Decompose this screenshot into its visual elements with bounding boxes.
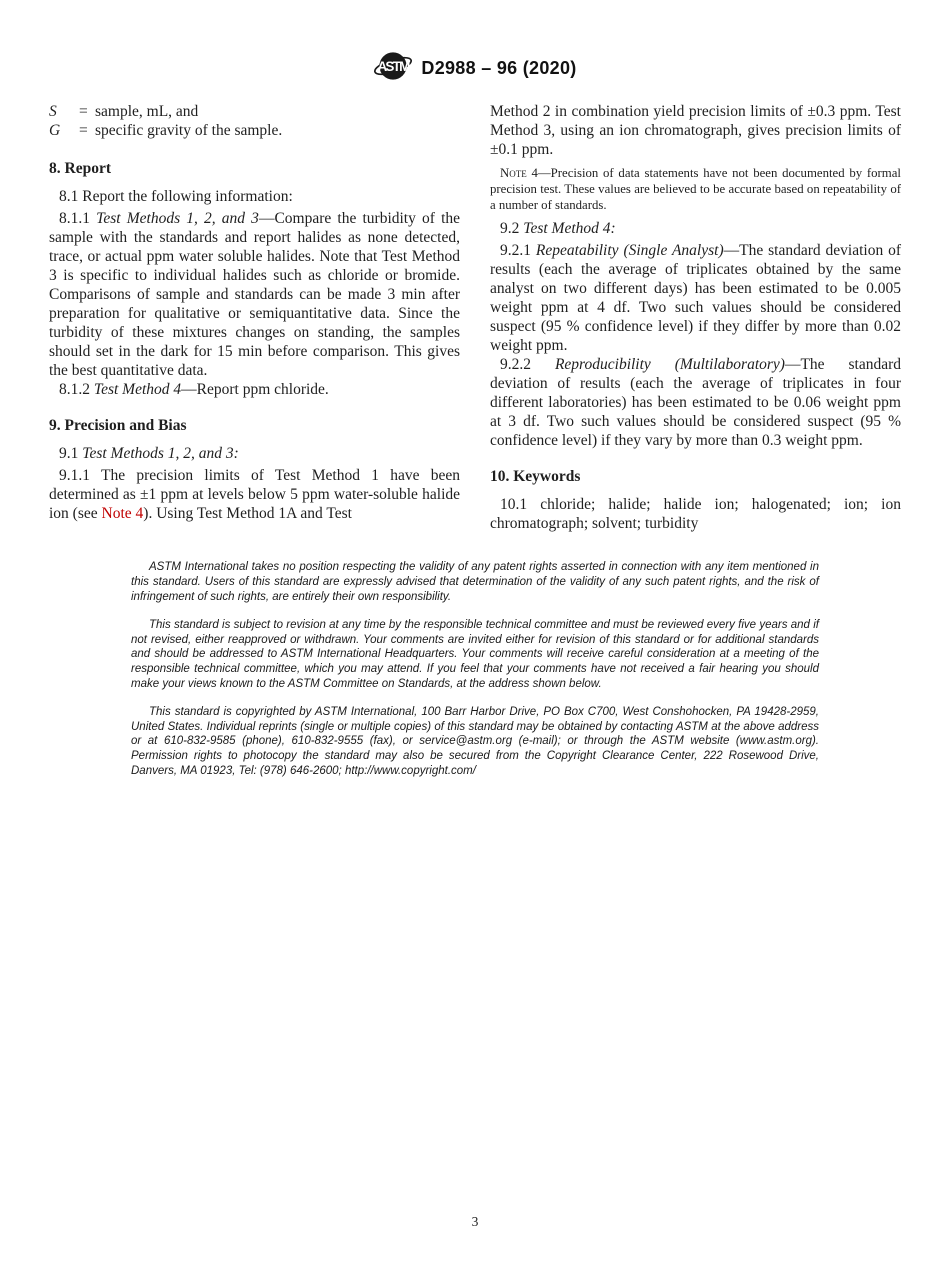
definition-symbol: S <box>49 103 57 120</box>
paragraph-lead-italic: Repeatability (Single Analyst) <box>535 242 724 260</box>
definition-description: sample, mL, and <box>95 103 199 120</box>
paragraph-9-2 <box>490 219 901 238</box>
symbol-definitions <box>49 102 460 140</box>
svg-text:ASTM: ASTM <box>377 59 409 74</box>
document-body <box>0 102 950 533</box>
paragraph-lead-italic: Test Methods 1, 2, and 3: <box>82 445 239 462</box>
paragraph-9-2-1 <box>490 241 901 355</box>
left-column <box>49 102 460 533</box>
note-4-link[interactable]: Note 4 <box>101 505 144 522</box>
paragraph-number: 9.2.2 <box>500 356 555 374</box>
paragraph-number: 9.1 <box>59 445 83 462</box>
definition-equals: = <box>79 122 88 139</box>
paragraph-number: 8.1.1 <box>59 210 97 227</box>
definition-row <box>49 102 460 121</box>
section-9-heading: 9. Precision and Bias <box>49 417 187 434</box>
paragraph-lead-italic: Test Method 4: <box>523 220 616 238</box>
section-8-heading: 8. Report <box>49 160 111 177</box>
paragraph-9-2-2 <box>490 355 901 450</box>
paragraph-text: The precision limits of Test Method 1 have been determined as ±1 ppm at levels below 5 ppm water-soluble halide ion (see <box>49 467 460 522</box>
astm-logo-icon <box>373 48 413 89</box>
document-header <box>0 0 950 89</box>
right-column <box>490 102 901 533</box>
definition-symbol: G <box>49 122 61 139</box>
paragraph-number: 8.1.2 <box>59 381 94 398</box>
note-label: Note 4 <box>500 166 538 180</box>
paragraph-9-1-1 <box>49 466 460 523</box>
revision-notice: This standard is subject to revision at any time by the responsible technical committee and must be reviewed every five years and if not revised, either reapproved or withdrawn. Your comments are invited either for revision of this standard or for additional standards and should be addressed to ASTM International Headquarters. Your comments will receive careful consideration at a meeting of the responsible technical committee, which you may attend. If you feel that your comments have not received a fair hearing you should make your views known to the ASTM Committee on Standards, at the address shown below. <box>131 619 819 690</box>
paragraph-8-1-1 <box>49 209 460 380</box>
footer-disclaimers <box>131 560 819 778</box>
page-number: 3 <box>471 1214 479 1229</box>
paragraph-lead-italic: Test Methods 1, 2, and 3 <box>96 210 259 227</box>
paragraph-lead-italic: Reproducibility (Multilaboratory) <box>554 356 785 374</box>
paragraph-text: —The standard deviation of results (each the average of triplicates in four different laboratories) has been estimated to be 0.06 weight ppm at 3 df. Two such values should be considered suspect (95 % confidence level) if they vary by more than 0.3 weight ppm. <box>490 356 902 450</box>
paragraph-text: —The standard deviation of results (each the average of triplicates obtained by the same analyst on two different days) has been estimated to be 0.005 weight ppm at 4 df. Two such values should be considered suspect (95 % confidence level) if they differ by more than 0.02 weight ppm. <box>490 242 902 355</box>
paragraph-8-1: 8.1 Report the following information: <box>59 188 293 205</box>
paragraph-8-1-2 <box>49 380 460 399</box>
paragraph-10-1: 10.1 chloride; halide; halide ion; halogenated; ion; ion chromatograph; solvent; turbidity <box>490 496 901 533</box>
paragraph-number: 9.2.1 <box>500 242 536 260</box>
paragraph-text: ). Using Test Method 1A and Test <box>143 505 352 522</box>
paragraph-9-1-1-continued: Method 2 in combination yield precision limits of ±0.3 ppm. Test Method 3, using an ion chromatograph, gives precision limits of ±0.1 ppm. <box>490 103 901 158</box>
standard-designation: D2988 – 96 (2020) <box>421 58 577 78</box>
definition-description: specific gravity of the sample. <box>95 122 283 139</box>
note-body: —Precision of data statements have not been documented by formal precision test. These values are believed to be accurate based on repeatability of a number of standards. <box>490 166 901 212</box>
definition-row <box>49 121 460 140</box>
paragraph-number: 9.2 <box>500 220 524 238</box>
note-4-text <box>490 166 901 213</box>
copyright-notice: This standard is copyrighted by ASTM International, 100 Barr Harbor Drive, PO Box C700, West Conshohocken, PA 19428-2959, United States. Individual reprints (single or multiple copies) of this standard may be obtained by contacting ASTM at the above address or at 610-832-9585 (phone), 610-832-9555 (fax), or service@astm.org (e-mail); or through the ASTM website (www.astm.org). Permission rights to photocopy the standard may also be secured from the Copyright Clearance Center, 222 Rosewood Drive, Danvers, MA 01923, Tel: (978) 646-2600; http://www.copyright.com/ <box>131 706 819 777</box>
paragraph-9-1 <box>49 444 460 463</box>
definition-equals: = <box>79 103 88 120</box>
paragraph-lead-italic: Test Method 4 <box>93 381 182 398</box>
paragraph-text: —Report ppm chloride. <box>181 381 329 398</box>
paragraph-number: 9.1.1 <box>59 467 101 484</box>
paragraph-text: —Compare the turbidity of the sample with the standards and report halides as none detected, trace, or actual ppm water soluble halides. Note that Test Method 3 is specific to individual halides such as chloride or bromide. Comparisons of sample and standards can be made 3 min after preparation for qualitative or semiquantitative data. Since the turbidity of these mixtures changes on standing, the samples should set in the dark for 15 min before comparison. This gives the best quantitative data. <box>49 210 461 379</box>
patent-disclaimer: ASTM International takes no position respecting the validity of any patent rights asserted in connection with any item mentioned in this standard. Users of this standard are expressly advised that determination of the validity of any such patent rights, and the risk of infringement of such rights, are entirely their own responsibility. <box>131 561 819 603</box>
section-10-heading: 10. Keywords <box>490 468 581 486</box>
